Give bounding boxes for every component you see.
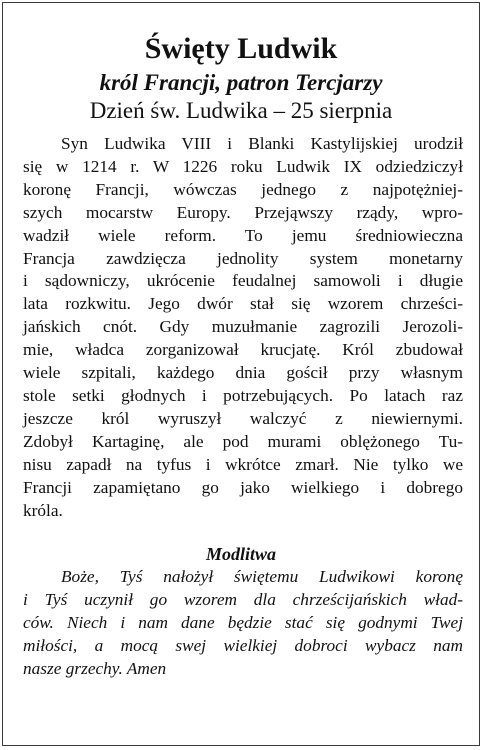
- prayer-line: Boże, Tyś nałożył świętemu Ludwikowi koronę: [61, 567, 463, 586]
- prayer-text: [23, 566, 463, 681]
- biography-text: [23, 133, 463, 522]
- biography-line: mie, władca zorganizował krucjatę. Król zbudował: [23, 340, 463, 360]
- biography-line: Francji zapamiętano go jako wielkiego i dobrego: [23, 477, 463, 497]
- biography-line: nisu zapadł na tyfus i wkrótce zmarł. Nie tylko we: [23, 454, 463, 474]
- prayer-heading: Modlitwa: [205, 544, 276, 564]
- prayer-line: ców. Niech i nam dane będzie stać się godnymi Twej: [23, 612, 463, 632]
- prayer-line: miłości, a mocą swej wielkiej dobroci wybacz nam: [23, 635, 463, 655]
- saint-subtitle: król Francji, patron Tercjarzy: [99, 70, 383, 95]
- biography-line: Francja zawdzięcza jednolity system monetarny: [23, 248, 463, 268]
- biography-line: króla.: [23, 500, 63, 520]
- biography-line: jeszcze król wyruszył walczyć z niewiernymi.: [23, 408, 463, 428]
- biography-line: Syn Ludwika VIII i Blanki Kastylijskiej urodził: [61, 134, 463, 153]
- prayer-line: i Tyś uczynił go wzorem dla chrześcijańskich wład-: [23, 589, 463, 609]
- biography-line: koronę Francji, wówczas jednego z najpotężniej-: [23, 179, 463, 199]
- feast-day: Dzień św. Ludwika – 25 sierpnia: [89, 98, 393, 123]
- biography-line: Zdobył Kartaginę, ale pod murami oblężonego Tu-: [23, 431, 463, 451]
- biography-line: szych mocarstw Europy. Przejąwszy rządy, wpro-: [23, 202, 463, 222]
- biography-line: wadził wiele reform. To jemu średniowieczna: [23, 225, 463, 245]
- biography-line: wiele szpitali, każdego dnia gościł przy własnym: [23, 363, 463, 383]
- saint-name-title: Święty Ludwik: [144, 32, 338, 65]
- biography-line: lata rozkwitu. Jego dwór stał się wzorem chrześci-: [23, 294, 463, 314]
- biography-line: stole setki głodnych i potrzebujących. Po latach raz: [23, 385, 463, 405]
- biography-line: się w 1214 r. W 1226 roku Ludwik IX odziedziczył: [23, 156, 463, 176]
- prayer-line: nasze grzechy. Amen: [23, 658, 167, 678]
- prayer-card: [2, 2, 480, 746]
- biography-line: i sądowniczy, ukrócenie feudalnej samowoli i długie: [23, 271, 463, 291]
- biography-line: jańskich cnót. Gdy muzułmanie zagrozili Jerozoli-: [23, 317, 463, 337]
